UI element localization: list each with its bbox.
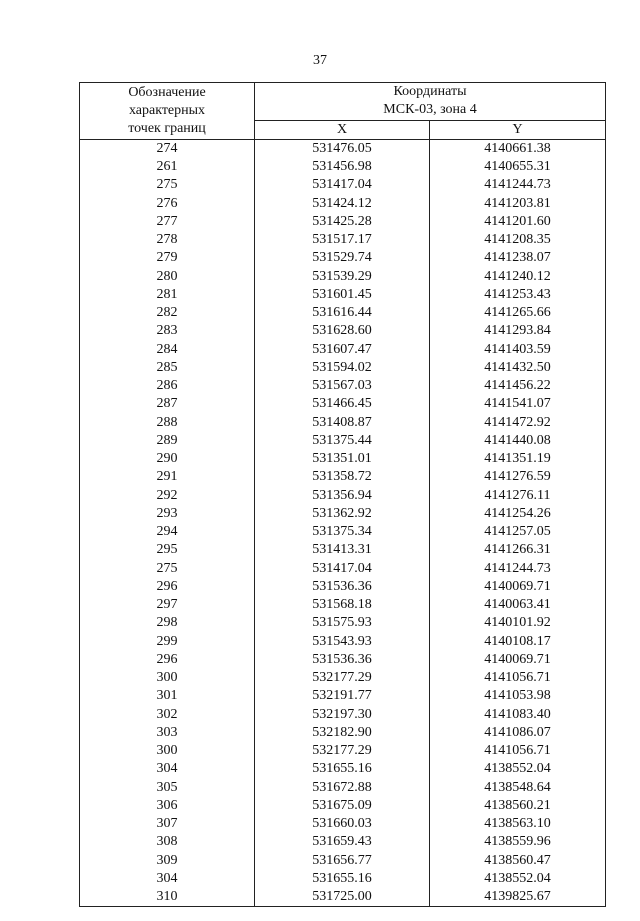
table-row	[80, 541, 606, 559]
y-coordinate-cell: 4141244.73	[430, 176, 606, 194]
point-id-cell: 303	[80, 724, 255, 742]
x-coordinate-cell: 531601.45	[255, 286, 430, 304]
y-coordinate-cell: 4141541.07	[430, 395, 606, 413]
x-coordinate-cell: 531725.00	[255, 888, 430, 907]
x-coordinate-cell: 531567.03	[255, 377, 430, 395]
y-coordinate-cell: 4138563.10	[430, 815, 606, 833]
y-coordinate-cell: 4141056.71	[430, 669, 606, 687]
coordinates-header-line-1: Координаты	[393, 84, 467, 99]
y-coordinate-cell: 4138548.64	[430, 779, 606, 797]
point-id-cell: 309	[80, 852, 255, 870]
y-coordinate-cell: 4138560.21	[430, 797, 606, 815]
table-row	[80, 833, 606, 851]
point-id-cell: 296	[80, 651, 255, 669]
x-coordinate-cell: 531425.28	[255, 213, 430, 231]
point-id-cell: 300	[80, 669, 255, 687]
y-coordinate-cell: 4141257.05	[430, 523, 606, 541]
point-id-cell: 297	[80, 596, 255, 614]
y-coordinate-cell: 4141240.12	[430, 268, 606, 286]
x-coordinate-cell: 531529.74	[255, 249, 430, 267]
table-row	[80, 706, 606, 724]
point-id-cell: 306	[80, 797, 255, 815]
x-coordinate-cell: 531375.44	[255, 432, 430, 450]
x-coordinate-cell: 531543.93	[255, 633, 430, 651]
table-row	[80, 742, 606, 760]
table-body	[80, 139, 606, 907]
table-row	[80, 669, 606, 687]
table-row	[80, 450, 606, 468]
point-id-cell: 284	[80, 341, 255, 359]
x-coordinate-cell: 531628.60	[255, 322, 430, 340]
x-coordinate-cell: 532197.30	[255, 706, 430, 724]
y-coordinate-cell: 4141201.60	[430, 213, 606, 231]
table-row	[80, 633, 606, 651]
table-row	[80, 249, 606, 267]
point-id-cell: 302	[80, 706, 255, 724]
table-row	[80, 760, 606, 778]
table-row	[80, 158, 606, 176]
table-row	[80, 523, 606, 541]
point-id-cell: 304	[80, 760, 255, 778]
point-id-cell: 280	[80, 268, 255, 286]
y-coordinate-cell: 4140069.71	[430, 578, 606, 596]
point-id-cell: 310	[80, 888, 255, 907]
table-row	[80, 614, 606, 632]
point-id-cell: 290	[80, 450, 255, 468]
x-coordinate-cell: 531672.88	[255, 779, 430, 797]
point-id-cell: 305	[80, 779, 255, 797]
y-coordinate-cell: 4141432.50	[430, 359, 606, 377]
table-row	[80, 139, 606, 158]
y-coordinate-cell: 4141293.84	[430, 322, 606, 340]
y-coordinate-cell: 4140661.38	[430, 139, 606, 158]
y-coordinate-cell: 4140069.71	[430, 651, 606, 669]
table-row	[80, 286, 606, 304]
table-header	[80, 83, 606, 140]
y-coordinate-cell: 4138552.04	[430, 760, 606, 778]
x-coordinate-cell: 531536.36	[255, 651, 430, 669]
x-coordinate-cell: 531356.94	[255, 487, 430, 505]
y-coordinate-cell: 4139825.67	[430, 888, 606, 907]
table-row	[80, 596, 606, 614]
point-id-cell: 307	[80, 815, 255, 833]
y-coordinate-cell: 4141238.07	[430, 249, 606, 267]
point-id-cell: 298	[80, 614, 255, 632]
y-coordinate-cell: 4138560.47	[430, 852, 606, 870]
point-id-cell: 281	[80, 286, 255, 304]
x-coordinate-cell: 531517.17	[255, 231, 430, 249]
y-coordinate-cell: 4138559.96	[430, 833, 606, 851]
point-id-cell: 276	[80, 195, 255, 213]
point-id-cell: 285	[80, 359, 255, 377]
table-row	[80, 578, 606, 596]
y-coordinate-cell: 4141265.66	[430, 304, 606, 322]
point-id-cell: 287	[80, 395, 255, 413]
y-coordinate-cell: 4141253.43	[430, 286, 606, 304]
y-column-header: Y	[430, 120, 606, 139]
table-row	[80, 414, 606, 432]
y-coordinate-cell: 4140101.92	[430, 614, 606, 632]
x-coordinate-cell: 531675.09	[255, 797, 430, 815]
y-coordinate-cell: 4141203.81	[430, 195, 606, 213]
point-id-cell: 308	[80, 833, 255, 851]
point-id-cell: 299	[80, 633, 255, 651]
y-coordinate-cell: 4141276.11	[430, 487, 606, 505]
x-coordinate-cell: 532191.77	[255, 687, 430, 705]
x-coordinate-cell: 531659.43	[255, 833, 430, 851]
point-id-cell: 275	[80, 176, 255, 194]
x-coordinate-cell: 531417.04	[255, 176, 430, 194]
x-coordinate-cell: 531655.16	[255, 870, 430, 888]
x-coordinate-cell: 532177.29	[255, 742, 430, 760]
point-id-cell: 261	[80, 158, 255, 176]
x-coordinate-cell: 531660.03	[255, 815, 430, 833]
point-id-cell: 293	[80, 505, 255, 523]
point-id-cell: 277	[80, 213, 255, 231]
y-coordinate-cell: 4141254.26	[430, 505, 606, 523]
x-coordinate-cell: 531655.16	[255, 760, 430, 778]
y-coordinate-cell: 4140655.31	[430, 158, 606, 176]
point-id-cell: 278	[80, 231, 255, 249]
point-id-cell: 294	[80, 523, 255, 541]
table-row	[80, 231, 606, 249]
point-designation-header-line-3: точек границ	[128, 121, 206, 136]
point-id-cell: 296	[80, 578, 255, 596]
point-id-cell: 279	[80, 249, 255, 267]
table-row	[80, 432, 606, 450]
point-id-cell: 286	[80, 377, 255, 395]
point-id-cell: 295	[80, 541, 255, 559]
y-coordinate-cell: 4140063.41	[430, 596, 606, 614]
x-coordinate-cell: 531417.04	[255, 560, 430, 578]
point-id-cell: 283	[80, 322, 255, 340]
table-row	[80, 377, 606, 395]
y-coordinate-cell: 4138552.04	[430, 870, 606, 888]
x-coordinate-cell: 531466.45	[255, 395, 430, 413]
x-coordinate-cell: 531408.87	[255, 414, 430, 432]
table-row	[80, 888, 606, 907]
y-coordinate-cell: 4141086.07	[430, 724, 606, 742]
table-row	[80, 213, 606, 231]
point-designation-header	[80, 83, 255, 140]
point-id-cell: 289	[80, 432, 255, 450]
x-coordinate-cell: 531476.05	[255, 139, 430, 158]
table-row	[80, 797, 606, 815]
point-designation-header-line-1: Обозначение	[128, 84, 206, 100]
point-id-cell: 275	[80, 560, 255, 578]
point-designation-header-line-2: характерных	[128, 102, 206, 118]
x-coordinate-cell: 531575.93	[255, 614, 430, 632]
table-row	[80, 505, 606, 523]
table-row	[80, 651, 606, 669]
table-row	[80, 195, 606, 213]
y-coordinate-cell: 4141456.22	[430, 377, 606, 395]
table-row	[80, 815, 606, 833]
point-id-cell: 274	[80, 139, 255, 158]
y-coordinate-cell: 4141351.19	[430, 450, 606, 468]
table-row	[80, 870, 606, 888]
y-coordinate-cell: 4141472.92	[430, 414, 606, 432]
y-coordinate-cell: 4141208.35	[430, 231, 606, 249]
y-coordinate-cell: 4141440.08	[430, 432, 606, 450]
x-coordinate-cell: 531607.47	[255, 341, 430, 359]
point-id-cell: 292	[80, 487, 255, 505]
x-coordinate-cell: 531594.02	[255, 359, 430, 377]
table-row	[80, 268, 606, 286]
y-coordinate-cell: 4141053.98	[430, 687, 606, 705]
table-row	[80, 395, 606, 413]
x-coordinate-cell: 532182.90	[255, 724, 430, 742]
x-coordinate-cell: 531568.18	[255, 596, 430, 614]
x-coordinate-cell: 531375.34	[255, 523, 430, 541]
x-coordinate-cell: 531351.01	[255, 450, 430, 468]
x-coordinate-cell: 531656.77	[255, 852, 430, 870]
x-coordinate-cell: 531358.72	[255, 468, 430, 486]
y-coordinate-cell: 4141266.31	[430, 541, 606, 559]
point-id-cell: 288	[80, 414, 255, 432]
point-id-cell: 300	[80, 742, 255, 760]
table-row	[80, 176, 606, 194]
y-coordinate-cell: 4141276.59	[430, 468, 606, 486]
x-coordinate-cell: 531362.92	[255, 505, 430, 523]
point-id-cell: 291	[80, 468, 255, 486]
table-row	[80, 724, 606, 742]
table-row	[80, 468, 606, 486]
table-row	[80, 487, 606, 505]
x-coordinate-cell: 531456.98	[255, 158, 430, 176]
coordinates-table	[79, 82, 606, 907]
point-id-cell: 301	[80, 687, 255, 705]
y-coordinate-cell: 4141056.71	[430, 742, 606, 760]
table-row	[80, 341, 606, 359]
table-row	[80, 304, 606, 322]
point-id-cell: 304	[80, 870, 255, 888]
x-coordinate-cell: 531539.29	[255, 268, 430, 286]
x-coordinate-cell: 531536.36	[255, 578, 430, 596]
coordinates-header	[255, 83, 606, 121]
table-row	[80, 322, 606, 340]
table-row	[80, 852, 606, 870]
y-coordinate-cell: 4141403.59	[430, 341, 606, 359]
x-column-header: X	[255, 120, 430, 139]
point-id-cell: 282	[80, 304, 255, 322]
table-row	[80, 779, 606, 797]
y-coordinate-cell: 4141244.73	[430, 560, 606, 578]
x-coordinate-cell: 531424.12	[255, 195, 430, 213]
x-coordinate-cell: 532177.29	[255, 669, 430, 687]
table-row	[80, 359, 606, 377]
x-coordinate-cell: 531616.44	[255, 304, 430, 322]
coordinates-header-line-2: МСК-03, зона 4	[383, 102, 477, 118]
y-coordinate-cell: 4140108.17	[430, 633, 606, 651]
table-row	[80, 687, 606, 705]
page-number: 37	[313, 53, 327, 68]
table-row	[80, 560, 606, 578]
x-coordinate-cell: 531413.31	[255, 541, 430, 559]
y-coordinate-cell: 4141083.40	[430, 706, 606, 724]
